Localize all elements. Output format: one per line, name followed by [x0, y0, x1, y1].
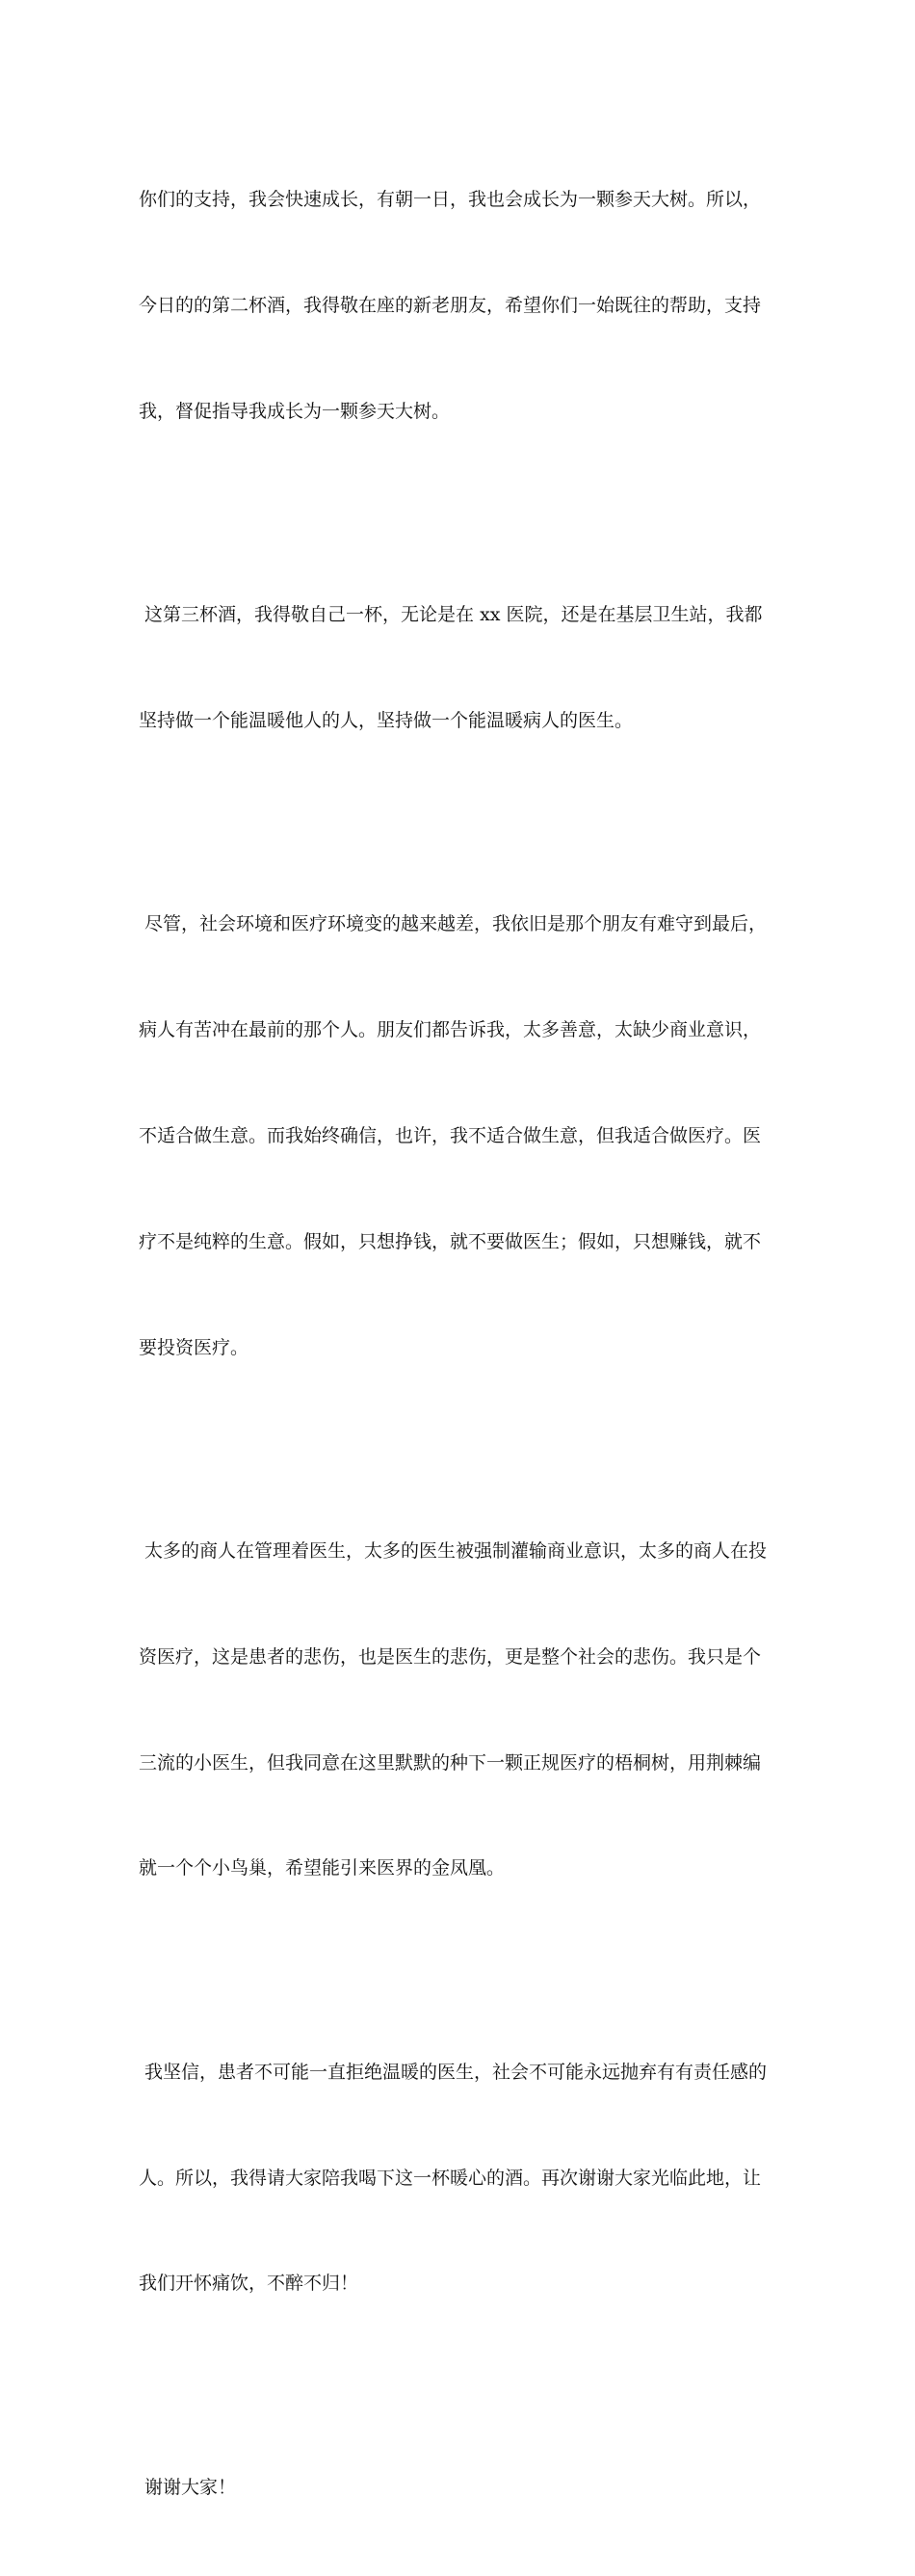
paragraph-line: 太多的商人在管理着医生，太多的医生被强制灌输商业意识，太多的商人在投: [139, 1540, 768, 1563]
paragraph-3: [139, 836, 776, 1435]
paragraph-1: [139, 112, 776, 500]
paragraph-line: 坚持做一个能温暖他人的人，坚持做一个能温暖病人的医生。: [139, 710, 634, 731]
paragraph-line: 谢谢大家！: [139, 2476, 237, 2498]
paragraph-line: 疗不是纯粹的生意。假如，只想挣钱，就不要做医生；假如，只想赚钱，就不: [139, 1230, 762, 1252]
paragraph-line: 就一个个小鸟巢，希望能引来医界的金凤凰。: [139, 1857, 506, 1879]
paragraph-line: 不适合做生意。而我始终确信，也许，我不适合做生意，但我适合做医疗。医: [139, 1125, 762, 1147]
paragraph-line: 你们的支持，我会快速成长，有朝一日，我也会成长为一颗参天大树。所以，: [139, 189, 762, 211]
paragraph-line: 这第三杯酒，我得敬自己一杯，无论是在 xx 医院，还是在基层卫生站，我都: [139, 604, 763, 626]
paragraph-line: 要投资医疗。: [139, 1336, 249, 1358]
paragraph-closing: [139, 2400, 776, 2576]
paragraph-line: 我坚信，患者不可能一直拒绝温暖的医生，社会不可能永远抛弃有有责任感的: [139, 2061, 768, 2083]
paragraph-line: 病人有苦冲在最前的那个人。朋友们都告诉我，太多善意，太缺少商业意识，: [139, 1019, 762, 1041]
paragraph-2: [139, 527, 776, 809]
document-body: [139, 112, 776, 2576]
paragraph-line: 人。所以，我得请大家陪我喝下这一杯暖心的酒。再次谢谢大家光临此地，让: [139, 2167, 762, 2189]
paragraph-line: 我，督促指导我成长为一颗参天大树。: [139, 400, 451, 422]
paragraph-line: 我们开怀痛饮，不醉不归！: [139, 2273, 359, 2295]
paragraph-line: 资医疗，这是患者的悲伤，也是医生的悲伤，更是整个社会的悲伤。我只是个: [139, 1645, 762, 1668]
paragraph-5: [139, 1985, 776, 2373]
paragraph-line: 今日的的第二杯酒，我得敬在座的新老朋友，希望你们一始既往的帮助，支持: [139, 294, 762, 316]
paragraph-line: 尽管，社会环境和医疗环境变的越来越差，我依旧是那个朋友有难守到最后，: [139, 913, 768, 935]
paragraph-4: [139, 1463, 776, 1957]
paragraph-line: 三流的小医生，但我同意在这里默默的种下一颗正规医疗的梧桐树，用荆棘编: [139, 1751, 762, 1774]
